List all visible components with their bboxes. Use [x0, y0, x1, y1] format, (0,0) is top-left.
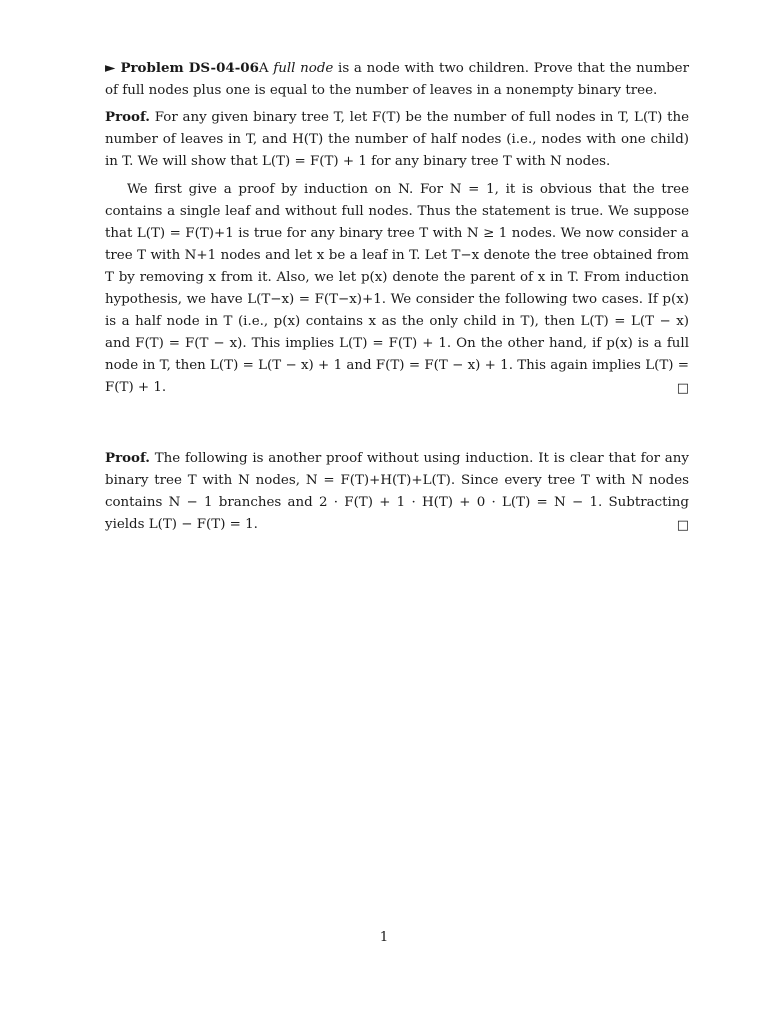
proof-1-label: Proof.	[105, 109, 150, 125]
proof-2-paragraph	[105, 447, 689, 536]
problem-text-after: is a node with two children. Prove that the number of full nodes plus one is equal to the number of leaves in a nonempty binary tree.	[105, 61, 689, 98]
problem-term: full node	[273, 61, 334, 76]
proof-2-label: Proof.	[105, 450, 150, 466]
proof-2-text: The following is another proof without using induction. It is clear that for any binary tree T with N nodes, N = F(T)+H(T)+L(T). Since every tree T with N nodes contains N − 1 branches and 2 · F(T) + 1 · H(T) + 0 · L(T) = N − 1. Subtracting yields L(T) − F(T) = 1.	[105, 451, 689, 532]
qed-symbol: □	[676, 518, 689, 533]
problem-statement	[105, 57, 689, 102]
proof-1-text-2: We first give a proof by induction on N. For N = 1, it is obvious that the tree contains a single leaf and without full nodes. Thus the statement is true. We suppose that L(T) = F(T)+1 is true for any binary tree T with N ≥ 1 nodes. We now consider a tree T with N+1 nodes and let x be a leaf in T. Let T−x denote the tree obtained from T by removing x from it. Also, we let p(x) denote the parent of x in T. From induction hypothesis, we have L(T−x) = F(T−x)+1. We consider the following two cases. If p(x) is a half node in T (i.e., p(x) contains x as the only child in T), then L(T) = L(T − x) and F(T) = F(T − x). This implies L(T) = F(T) + 1. On the other hand, if p(x) is a full node in T, then L(T) = L(T − x) + 1 and F(T) = F(T − x) + 1. This again implies L(T) = F(T) + 1.	[105, 182, 689, 395]
problem-marker: ►	[105, 60, 116, 76]
problem-heading: Problem DS-04-06	[120, 60, 259, 76]
proof-1-paragraph-1	[105, 106, 689, 173]
problem-text-before: A	[258, 61, 274, 76]
document-page	[105, 57, 689, 537]
page-number: 1	[379, 930, 389, 945]
qed-symbol: □	[676, 381, 689, 396]
proof-1-text-1: For any given binary tree T, let F(T) be the number of full nodes in T, L(T) the number of leaves in T, and H(T) the number of half nodes (i.e., nodes with one child) in T. We will show that L(T) = F(T) + 1 for any binary tree T with N nodes.	[105, 110, 690, 169]
proof-1-paragraph-2	[105, 179, 689, 399]
